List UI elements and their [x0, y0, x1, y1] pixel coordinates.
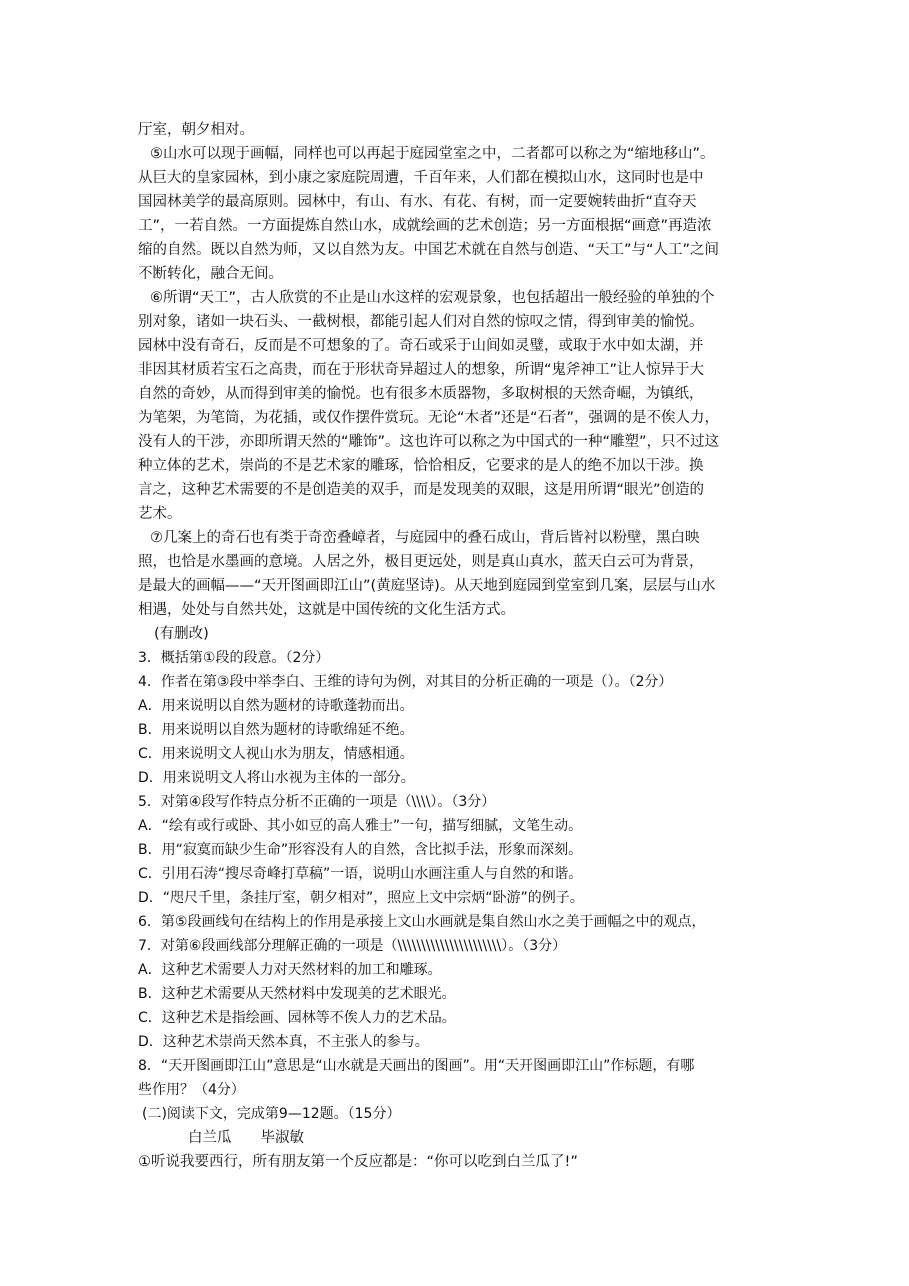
question-5: 5．对第④段写作特点分析不正确的一项是（\\\\）。（3分） — [138, 794, 496, 810]
option-b: B．用“寂寞而缺少生命”形容没有人的自然，含比拟手法，形象而深刻。 — [138, 842, 583, 858]
text-line: 从巨大的皇家园林，到小康之家庭院周遭，千百年来，人们都在模拟山水，这同时也是中 — [138, 170, 704, 186]
paragraph-6-start: ⑥所谓“天工”，古人欣赏的不止是山水这样的宏观景象，也包括超出一般经验的单独的个 — [150, 290, 715, 306]
section-2-heading: (二)阅读下文，完成第9—12题。（15分） — [142, 1106, 401, 1122]
text-line: 是最大的画幅——“天开图画即江山”(黄庭坚诗)。从天地到庭园到堂室到几案，层层与山水 — [138, 578, 716, 594]
text-line: 种立体的艺术，崇尚的不是艺术家的雕琢，恰恰相反，它要求的是人的绝不加以干涉。换 — [138, 458, 704, 474]
question-6: 6．第⑤段画线句在结构上的作用是承接上文山水画就是集自然山水之美于画幅之中的观点， — [138, 914, 706, 930]
text-line: 艺术。 — [138, 506, 182, 522]
article-title: 白兰瓜 毕淑敏 — [188, 1130, 304, 1146]
question-8-cont: 些作用？（4分） — [138, 1082, 245, 1098]
paragraph-1: ①听说我要西行，所有朋友第一个反应都是：“你可以吃到白兰瓜了!” — [138, 1154, 578, 1170]
text-line: 国园林美学的最高原则。园林中，有山、有水、有花、有树，而一定要婉转曲折“直夺天 — [138, 194, 697, 210]
text-line: 非因其材质若宝石之高贵，而在于形状奇异超过人的想象，所谓“鬼斧神工”让人惊异于大 — [138, 362, 705, 378]
option-c: C．这种艺术是指绘画、园林等不俟人力的艺术品。 — [138, 1010, 456, 1026]
option-c: C．用来说明文人视山水为朋友，情感相通。 — [138, 746, 414, 762]
question-8: 8．“天开图画即江山”意思是“山水就是天画出的图画”。用“天开图画即江山”作标题，有哪 — [138, 1058, 695, 1074]
option-b: B．这种艺术需要从天然材料中发现美的艺术眼光。 — [138, 986, 456, 1002]
question-3: 3．概括第①段的段意。（2分） — [138, 650, 330, 666]
option-d: D．这种艺术崇尚天然本真，不主张人的参与。 — [138, 1034, 429, 1050]
text-line: 为笔架，为笔筒，为花插，或仅作摆件赏玩。无论“木者”还是“石者”，强调的是不俟人力， — [138, 410, 720, 426]
text-line: 别对象，诸如一块石头、一截树根，都能引起人们对自然的惊叹之情，得到审美的愉悦。 — [138, 314, 704, 330]
option-a: A．这种艺术需要人力对天然材料的加工和雕琢。 — [138, 962, 442, 978]
text-line: 自然的奇妙，从而得到审美的愉悦。也有很多木质器物，多取树根的天然奇崛，为镇纸， — [138, 386, 704, 402]
text-line: 园林中没有奇石，反而是不可想象的了。奇石或采于山间如灵璧，或取于水中如太湖，并 — [138, 338, 704, 354]
paragraph-5-start: ⑤山水可以现于画幅，同样也可以再起于庭园堂室之中，二者都可以称之为“缩地移山”。 — [150, 146, 715, 162]
paragraph-7-start: ⑦几案上的奇石也有类于奇峦叠嶂者，与庭园中的叠石成山，背后皆衬以粉壁，黑白映 — [150, 530, 700, 546]
text-line: 照，也恰是水墨画的意境。人居之外，极目更远处，则是真山真水，蓝天白云可为背景， — [138, 554, 704, 570]
option-a: A．“绘有或行或卧、其小如豆的高人雅士”一句，描写细腻，文笔生动。 — [138, 818, 583, 834]
text-line: 厅室，朝夕相对。 — [138, 122, 254, 138]
text-line: 缩的自然。既以自然为师，又以自然为友。中国艺术就在自然与创造、“天工”与“人工”之间 — [138, 242, 720, 258]
option-c: C．引用石涛“搜尽奇峰打草稿”一语，说明山水画注重人与自然的和谐。 — [138, 866, 583, 882]
option-d: D．用来说明文人将山水视为主体的一部分。 — [138, 770, 415, 786]
question-7: 7．对第⑥段画线部分理解正确的一项是（\\\\\\\\\\\\\\\\\\\\\\）。（3分） — [138, 938, 567, 954]
option-d: D．“咫尺千里，条挂厅室，朝夕相对”，照应上文中宗炳“卧游”的例子。 — [138, 890, 584, 906]
text-line: 工”，一若自然。一方面提炼自然山水，成就绘画的艺术创造；另一方面根据“画意”再造浓 — [138, 218, 712, 234]
question-4: 4．作者在第③段中举李白、王维的诗句为例，对其目的分析正确的一项是（）。（2分） — [138, 674, 673, 690]
option-a: A．用来说明以自然为题材的诗歌蓬勃而出。 — [138, 698, 414, 714]
option-b: B．用来说明以自然为题材的诗歌绵延不绝。 — [138, 722, 414, 738]
text-line: 没有人的干涉，亦即所谓天然的“雕饰”。这也许可以称之为中国式的一种“雕塑”，只不过这 — [138, 434, 720, 450]
source-note: (有删改) — [154, 626, 209, 642]
text-line: 不断转化，融合无间。 — [138, 266, 283, 282]
text-line: 相遇，处处与自然共处，这就是中国传统的文化生活方式。 — [138, 602, 515, 618]
text-line: 言之，这种艺术需要的不是创造美的双手，而是发现美的双眼，这是用所谓“眼光”创造的 — [138, 482, 705, 498]
